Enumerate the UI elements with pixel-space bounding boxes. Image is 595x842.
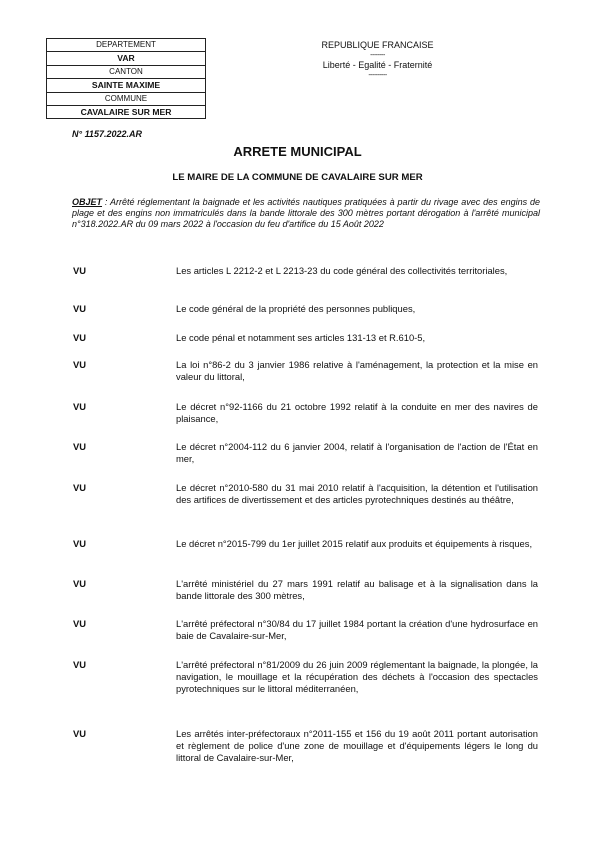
vu-label: VU bbox=[73, 482, 87, 493]
admin-row-commune-value: CAVALAIRE SUR MER bbox=[80, 106, 172, 117]
republic-separator-2: ---------- bbox=[368, 72, 387, 79]
vu-text: Le code général de la propriété des personnes publiques, bbox=[176, 303, 416, 314]
vu-label: VU bbox=[73, 618, 87, 629]
admin-row-commune-label: COMMUNE bbox=[47, 93, 205, 106]
vu-label: VU bbox=[73, 441, 87, 452]
vu-text: Les arrêtés inter-préfectoraux n°2011-155 et 156 du 19 août 2011 portant autorisation et règlement de police d'une zone de mouillage et d'équipements légers le long du littoral de Cavalaire-sur-Mer, bbox=[176, 728, 538, 764]
objet-paragraph bbox=[72, 197, 540, 229]
vu-text: L'arrêté préfectoral n°30/84 du 17 juillet 1984 portant la création d'une hydrosurface en baie de Cavalaire-sur-Mer, bbox=[176, 618, 538, 642]
republic-name: REPUBLIQUE FRANCAISE bbox=[321, 40, 434, 50]
administrative-box bbox=[46, 38, 206, 119]
vu-label: VU bbox=[73, 728, 87, 739]
vu-text: Le décret n°92-1166 du 21 octobre 1992 relatif à la conduite en mer des navires de plaisance, bbox=[176, 401, 538, 425]
document-title: ARRETE MUNICIPAL bbox=[233, 144, 362, 159]
decree-reference: N° 1157.2022.AR bbox=[72, 129, 142, 139]
admin-row-departement-value: VAR bbox=[47, 52, 205, 65]
admin-row-departement-label: DEPARTEMENT bbox=[47, 39, 205, 52]
admin-row-canton-label: CANTON bbox=[47, 66, 205, 79]
document-subtitle: LE MAIRE DE LA COMMUNE DE CAVALAIRE SUR MER bbox=[172, 172, 423, 183]
admin-row-canton-value: SAINTE MAXIME bbox=[47, 79, 205, 92]
vu-label: VU bbox=[73, 401, 87, 412]
republic-motto: Liberté - Egalité - Fraternité bbox=[322, 60, 433, 70]
vu-text: Les articles L 2212-2 et L 2213-23 du code général des collectivités territoriales, bbox=[176, 265, 508, 276]
vu-text: Le décret n°2010-580 du 31 mai 2010 relatif à l'acquisition, la détention et l'utilisation des artifices de divertissement et des articles pyrotechniques destinés au théâtre, bbox=[176, 482, 538, 506]
republic-header bbox=[300, 40, 455, 80]
vu-label: VU bbox=[73, 303, 87, 314]
vu-label: VU bbox=[73, 265, 87, 276]
vu-label: VU bbox=[73, 359, 87, 370]
vu-text: Le décret n°2015-799 du 1er juillet 2015 relatif aux produits et équipements à risques, bbox=[176, 538, 533, 549]
vu-text: Le décret n°2004-112 du 6 janvier 2004, relatif à l'organisation de l'action de l'État en mer, bbox=[176, 441, 538, 465]
objet-text: : Arrêté réglementant la baignade et les activités nautiques pratiquées à partir du rivage avec des engins de plage et des engins non immatriculés dans la bande littorale des 300 mètres portant dérogation à l'arrêté municipal n°318.2022.AR du 09 mars 2022 à l'occasion du feu d'artifice du 15 Août 2022 bbox=[72, 197, 540, 229]
vu-label: VU bbox=[73, 578, 87, 589]
vu-label: VU bbox=[73, 538, 87, 549]
vu-text: L'arrêté ministériel du 27 mars 1991 relatif au balisage et à la signalisation dans la bande littorale des 300 mètres, bbox=[176, 578, 538, 602]
vu-text: La loi n°86-2 du 3 janvier 1986 relative à l'aménagement, la protection et la mise en valeur du littoral, bbox=[176, 359, 538, 383]
vu-text: L'arrêté préfectoral n°81/2009 du 26 juin 2009 réglementant la baignade, la plongée, la navigation, le mouillage et la récupération des déchets à l'occasion des spectacles pyrotechniques sur le littoral méditerranéen, bbox=[176, 659, 538, 695]
vu-label: VU bbox=[73, 332, 87, 343]
objet-label: OBJET bbox=[72, 197, 103, 207]
republic-separator-1: -------- bbox=[370, 52, 385, 59]
vu-label: VU bbox=[73, 659, 87, 670]
vu-text: Le code pénal et notamment ses articles 131-13 et R.610-5, bbox=[176, 332, 426, 343]
